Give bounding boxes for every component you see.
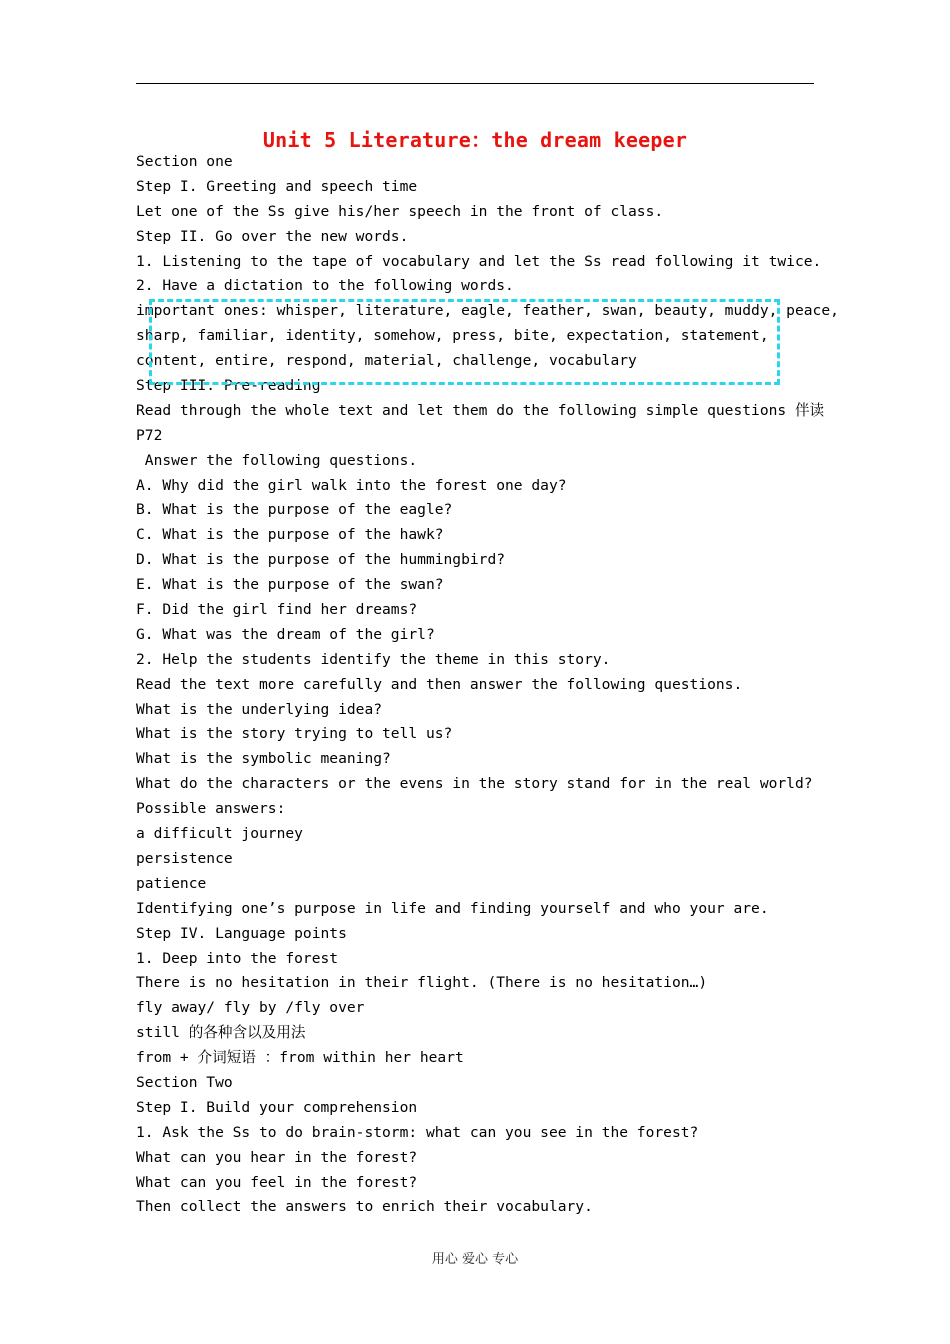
text-line: still 的各种含以及用法: [136, 1024, 306, 1042]
text-line: What can you hear in the forest?: [136, 1148, 418, 1166]
text-line: Step I. Build your comprehension: [136, 1098, 418, 1116]
text-line: C. What is the purpose of the hawk?: [136, 526, 444, 544]
text-line: Section Two: [136, 1073, 233, 1091]
text-line: Identifying one’s purpose in life and finding yourself and who your are.: [136, 899, 769, 917]
text-line: What is the underlying idea?: [136, 700, 383, 718]
text-line: a difficult journey: [136, 825, 303, 843]
text-line: 1. Listening to the tape of vocabulary and let the Ss read following it twice.: [136, 252, 822, 270]
text-line: persistence: [136, 849, 233, 867]
text-line: A. Why did the girl walk into the forest one day?: [136, 476, 567, 494]
text-line: Answer the following questions.: [136, 451, 418, 469]
text-line: There is no hesitation in their flight. (There is no hesitation…): [136, 974, 708, 992]
text-line: Step II. Go over the new words.: [136, 227, 409, 245]
text-line: B. What is the purpose of the eagle?: [136, 501, 453, 519]
text-line: What do the characters or the evens in the story stand for in the real world?: [136, 775, 813, 793]
text-line: Possible answers:: [136, 800, 286, 818]
text-line: G. What was the dream of the girl?: [136, 625, 435, 643]
document-title: Unit 5 Literature：the dream keeper: [262, 128, 688, 152]
text-line: E. What is the purpose of the swan?: [136, 576, 444, 594]
text-line: Let one of the Ss give his/her speech in the front of class.: [136, 202, 664, 220]
text-line: 2. Help the students identify the theme in this story.: [136, 650, 611, 668]
text-line: P72: [136, 426, 163, 444]
text-line: Read through the whole text and let them do the following simple questions 伴读: [136, 401, 825, 419]
text-line: F. Did the girl find her dreams?: [136, 601, 418, 619]
text-line: 1. Deep into the forest: [136, 949, 339, 967]
text-line: content, entire, respond, material, challenge, vocabulary: [136, 352, 637, 370]
text-line: Section one: [136, 153, 233, 170]
text-line: Step III. Pre-reading: [136, 377, 321, 395]
text-line: What is the story trying to tell us?: [136, 725, 453, 743]
text-line: sharp, familiar, identity, somehow, press, bite, expectation, statement,: [136, 327, 769, 345]
document-body: [136, 150, 839, 1220]
text-line: Read the text more carefully and then answer the following questions.: [136, 675, 743, 693]
header-rule: [136, 83, 814, 84]
text-line: important ones: whisper, literature, eagle, feather, swan, beauty, muddy, peace,: [136, 302, 839, 320]
text-line: from + 介词短语 ：from within her heart: [136, 1049, 464, 1067]
text-line: Step IV. Language points: [136, 924, 347, 942]
text-line: What is the symbolic meaning?: [136, 750, 391, 768]
text-line: 1. Ask the Ss to do brain-storm: what can you see in the forest?: [136, 1123, 699, 1141]
text-line: 2. Have a dictation to the following words.: [136, 277, 514, 295]
text-line: fly away/ fly by /fly over: [136, 999, 365, 1017]
text-line: What can you feel in the forest?: [136, 1173, 418, 1191]
text-line: D. What is the purpose of the hummingbird?: [136, 551, 506, 569]
page-footer: 用心 爱心 专心: [431, 1252, 519, 1267]
text-line: Step I. Greeting and speech time: [136, 177, 418, 195]
text-line: Then collect the answers to enrich their vocabulary.: [136, 1198, 593, 1216]
text-line: patience: [136, 874, 207, 892]
